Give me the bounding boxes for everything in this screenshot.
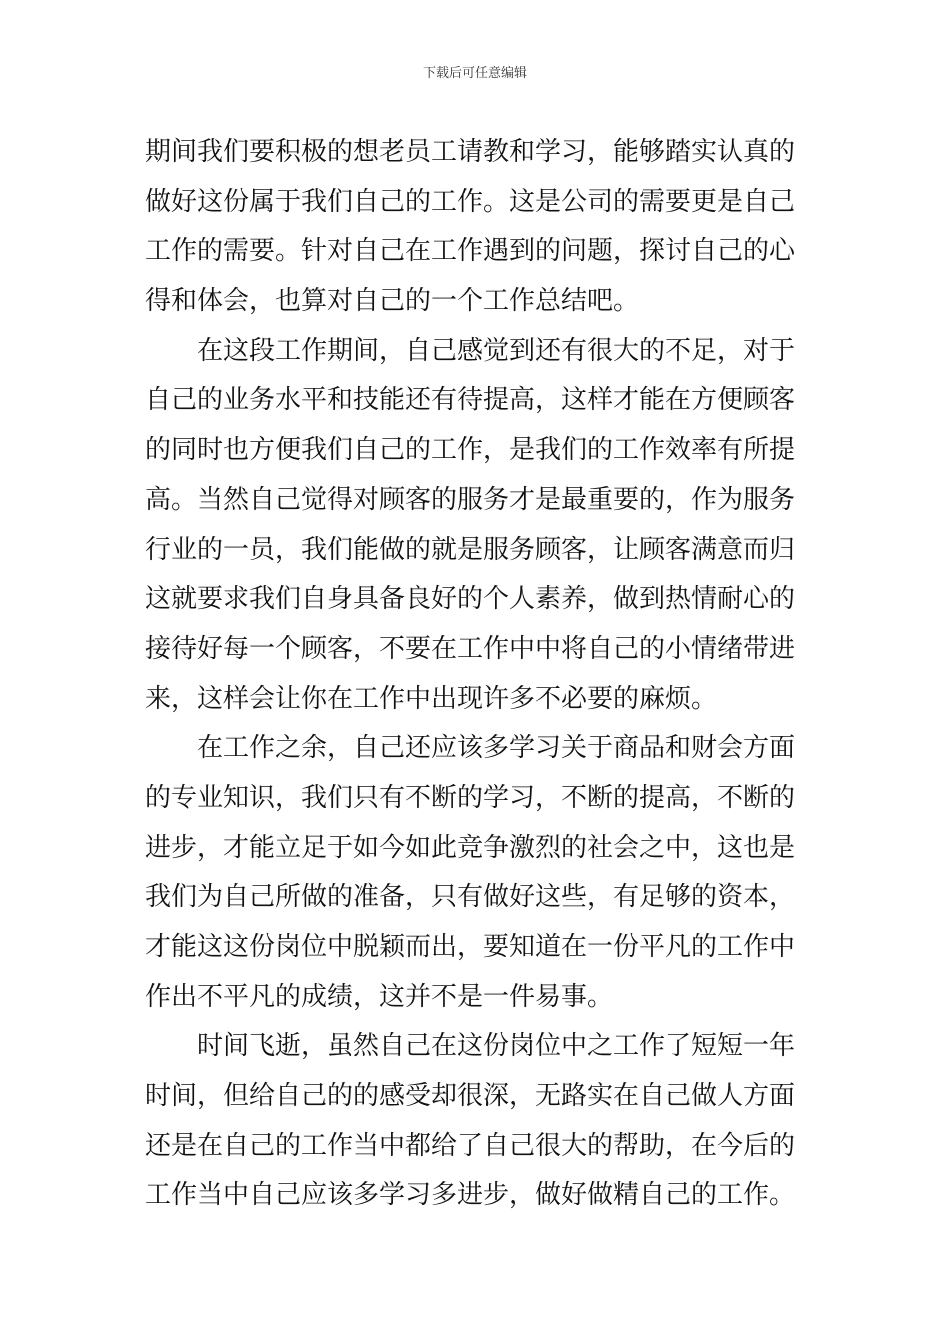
text-line: 期间我们要积极的想老员工请教和学习，能够踏实认真的: [145, 137, 796, 167]
text-line: 自己的业务水平和技能还有待提高，这样才能在方便顾客: [145, 385, 796, 416]
text-line: 才能这这份岗位中脱颖而出，要知道在一份平凡的工作中: [145, 932, 796, 962]
text-line: 高。当然自己觉得对顾客的服务才是最重要的，作为服务: [145, 484, 796, 515]
text-line: 做好这份属于我们自己的工作。这是公司的需要更是自己: [145, 186, 796, 217]
text-line: 时间，但给自己的的感受却很深，无路实在自己做人方面: [145, 1081, 796, 1112]
text-line: 还是在自己的工作当中都给了自己很大的帮助，在今后的: [145, 1130, 796, 1161]
text-line: 我们为自己所做的准备，只有做好这些，有足够的资本，: [145, 882, 796, 913]
paragraph-first-line: 在这段工作期间，自己感觉到还有很大的不足，对于: [197, 335, 796, 366]
text-line: 得和体会，也算对自己的一个工作总结吧。: [145, 286, 640, 317]
paragraph-first-line: 时间飞逝，虽然自己在这份岗位中之工作了短短一年: [197, 1031, 796, 1062]
text-line: 工作当中自己应该多学习多进步，做好做精自己的工作。: [145, 1180, 796, 1211]
paragraph-first-line: 在工作之余，自己还应该多学习关于商品和财会方面: [197, 733, 796, 764]
page-header: 下载后可任意编辑: [422, 66, 527, 81]
text-line: 的专业知识，我们只有不断的学习，不断的提高，不断的: [145, 782, 796, 813]
text-line: 来，这样会让你在工作中出现许多不必要的麻烦。: [145, 683, 718, 714]
text-line: 行业的一员，我们能做的就是服务顾客，让顾客满意而归: [145, 534, 796, 565]
text-line: 接待好每一个顾客，不要在工作中中将自己的小情绪带进: [145, 633, 796, 664]
text-line: 工作的需要。针对自己在工作遇到的问题，探讨自己的心: [145, 236, 796, 267]
text-line: 这就要求我们自身具备良好的个人素养，做到热情耐心的: [145, 584, 796, 615]
text-line: 的同时也方便我们自己的工作，是我们的工作效率有所提: [145, 435, 796, 466]
text-line: 作出不平凡的成绩，这并不是一件易事。: [145, 981, 614, 1012]
body-text: [145, 128, 807, 1221]
text-line: 进步，才能立足于如今如此竞争激烈的社会之中，这也是: [145, 832, 796, 863]
